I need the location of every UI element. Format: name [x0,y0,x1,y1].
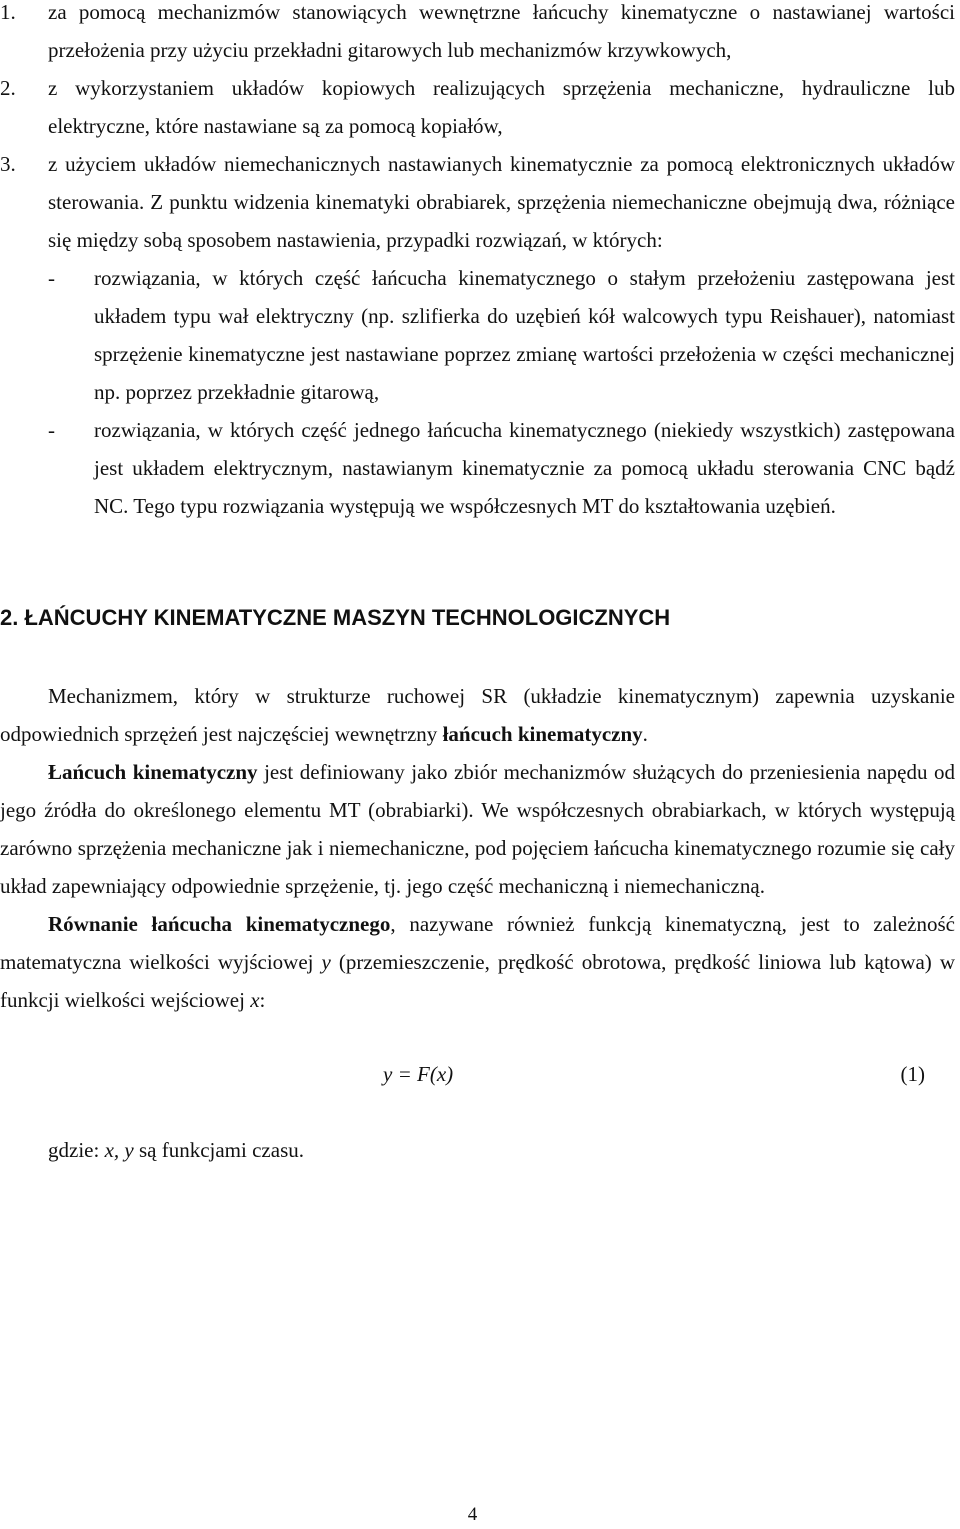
numbered-list [0,0,955,259]
para1-bold-term: łańcuch kinematyczny [442,722,643,746]
paragraph-definition [0,753,955,905]
dash-item-text: rozwiązania, w których część jednego łańcucha kinematycznego (niekiedy wszystkich) zastępowana jest układem elektrycznym, nastawianym kinematycznie za pomocą układu sterowania CNC bądź NC. Tego typu rozwiązania występują we współczesnych MT do kształtowania uzębień. [94,418,955,518]
list-item-number: 2. [0,76,16,100]
page-number: 4 [467,1504,478,1525]
list-item [0,0,955,69]
list-item [0,69,955,145]
paragraph-mechanism [0,677,955,753]
para3-text-1: , nazywane również funkcją kinematyczną, jest to zależność matematyczna wielkości wyjściowej [0,912,955,974]
para3-var-y: y [321,950,331,974]
where-clause [0,1131,955,1169]
list-item-text: z użyciem układów niemechanicznych nastawianych kinematycznie za pomocą elektronicznych układów sterowania. Z punktu widzenia kinematyki obrabiarek, sprzężenia niemechaniczne obejmują dwa, różniące się między sobą sposobem nastawienia, przypadki rozwiązań, w których: [48,152,955,252]
paragraph-equation-intro [0,905,955,1019]
where-prefix: gdzie: [48,1138,105,1162]
list-item-text: z wykorzystaniem układów kopiowych realizujących sprzężenia mechaniczne, hydrauliczne lub elektryczne, które nastawiane są za pomocą kopiałów, [48,76,955,138]
where-suffix: są funkcjami czasu. [133,1138,304,1162]
para3-bold-term: Równanie łańcucha kinematycznego [48,912,391,936]
para3-var-x: x [250,988,260,1012]
where-vars: x, y [104,1138,134,1162]
list-item-number: 1. [0,0,16,24]
para1-end: . [642,722,648,746]
dash-list [0,259,955,525]
para3-text-3: : [259,988,266,1012]
para1-text: Mechanizmem, który w strukturze ruchowej SR (układzie kinematycznym) zapewnia uzyskanie odpowiednich sprzężeń jest najczęściej wewnętrzny [0,684,955,746]
list-item [0,145,955,259]
dash-list-item [0,259,955,411]
para2-bold-term: Łańcuch kinematyczny [48,760,258,784]
section-heading: 2. ŁAŃCUCHY KINEMATYCZNE MASZYN TECHNOLOGICZNYCH [0,605,671,630]
dash-bullet: - [48,418,55,442]
para2-text: jest definiowany jako zbiór mechanizmów służących do przeniesienia napędu od jego źródła do określonego elementu MT (obrabiarki). We współczesnych obrabiarkach, w których występują zarówno sprzężenia mechaniczne jak i niemechaniczne, pod pojęciem łańcucha kinematycznego rozumie się cały układ zapewniający odpowiednie sprzężenie, tj. jego część mechaniczną i niemechaniczną. [0,760,955,898]
equation-formula: y = F(x) [383,1062,454,1086]
list-item-number: 3. [0,152,16,176]
list-item-text: za pomocą mechanizmów stanowiących wewnętrzne łańcuchy kinematyczne o nastawianej wartości przełożenia przy użyciu przekładni gitarowych lub mechanizmów krzywkowych, [48,0,955,62]
para3-text-2: (przemieszczenie, prędkość obrotowa, prędkość liniowa lub kątowa) w funkcji wielkości wejściowej [0,950,955,1012]
dash-bullet: - [48,266,55,290]
equation-block [0,1055,955,1095]
dash-list-item [0,411,955,525]
equation-number: (1) [900,1062,925,1086]
dash-item-text: rozwiązania, w których część łańcucha kinematycznego o stałym przełożeniu zastępowana jest układem typu wał elektryczny (np. szlifierka do uzębień kół walcowych typu Reishauer), natomiast sprzężenie kinematyczne jest nastawiane poprzez zmianę wartości przełożenia w części mechanicznej np. poprzez przekładnie gitarową, [94,266,955,404]
